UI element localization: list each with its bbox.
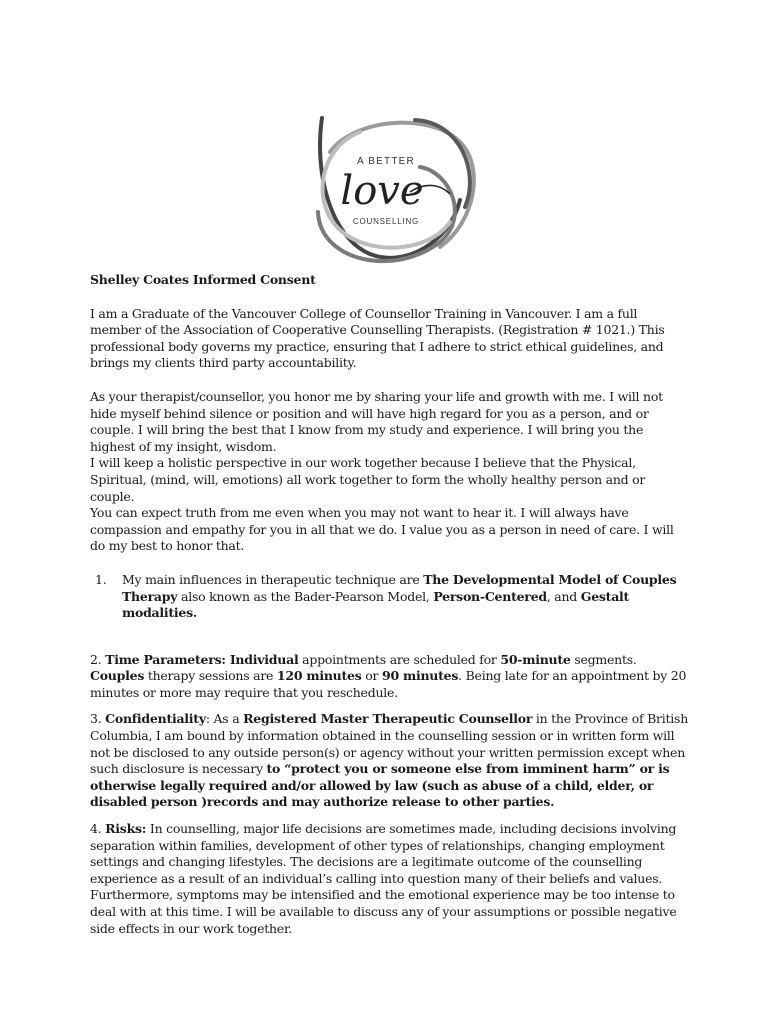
- truth-paragraph: You can expect truth from me even when you may not want to hear it. I will always have compassion and empathy for you in all that we do. I value you as a person in need of care. I will do my best to honor that.: [90, 505, 674, 554]
- a-better-love-counselling-logo: [300, 112, 490, 272]
- risks-paragraph: 4. Risks: In counselling, major life decisions are sometimes made, including decisions involving separation within families, development of other types of relationships, changing employment settings and changing lifestyles. The decisions are a legitimate outcome of the counselling experience as a result of an individual’s calling into question many of their beliefs and values. Furthermore, symptoms may be intensified and the emotional experience may be too intense to deal with at this time. I will be available to discuss any of your assumptions or possible negative side effects in our work together.: [90, 821, 677, 936]
- document-title: Shelley Coates Informed Consent: [90, 272, 316, 287]
- holistic-paragraph: I will keep a holistic perspective in our work together because I believe that the Physical, Spiritual, (mind, will, emotions) all work together to form the wholly healthy person and or couple.: [90, 455, 646, 504]
- logo-line1: A BETTER: [357, 156, 415, 167]
- commitment-paragraph: As your therapist/counsellor, you honor me by sharing your life and growth with me. I will not hide myself behind silence or position and will have high regard for you as a person, and or couple. I will bring the best that I know from my study and experience. I will bring you the highest of my insight, wisdom.: [90, 388, 663, 454]
- logo-script: love: [340, 168, 424, 214]
- document-body: [90, 272, 690, 937]
- credentials-paragraph: I am a Graduate of the Vancouver College of Counsellor Training in Vancouver. I am a full member of the Association of Cooperative Counselling Therapists. (Registration # 1021.) This professional body governs my practice, ensuring that I adhere to strict ethical guidelines, and brings my clients third party accountability.: [90, 305, 665, 371]
- list-text: My main influences in therapeutic technique are The Developmental Model of Couples Therapy also known as the Bader-Pearson Model, Person-Centered, and Gestalt modalities.: [122, 571, 677, 621]
- list-number: 1.: [95, 571, 107, 587]
- confidentiality-paragraph: 3. Confidentiality: As a Registered Master Therapeutic Counsellor in the Province of British Columbia, I am bound by information obtained in the counselling session or in written form will not be disclosed to any outside person(s) or agency without your written permission except when such disclosure is necessary to “protect you or someone else from imminent harm” or is otherwise legally required and/or allowed by law (such as abuse of a child, elder, or disabled person )records and may authorize release to other parties.: [90, 711, 689, 810]
- logo-line2: COUNSELLING: [352, 217, 420, 226]
- time-parameters-paragraph: 2. Time Parameters: Individual appointments are scheduled for 50-minute segments. Couples therapy sessions are 120 minutes or 90 minutes. Being late for an appointment by 20 minutes or more may require that you reschedule.: [90, 651, 687, 700]
- list-item-influences: [90, 572, 690, 622]
